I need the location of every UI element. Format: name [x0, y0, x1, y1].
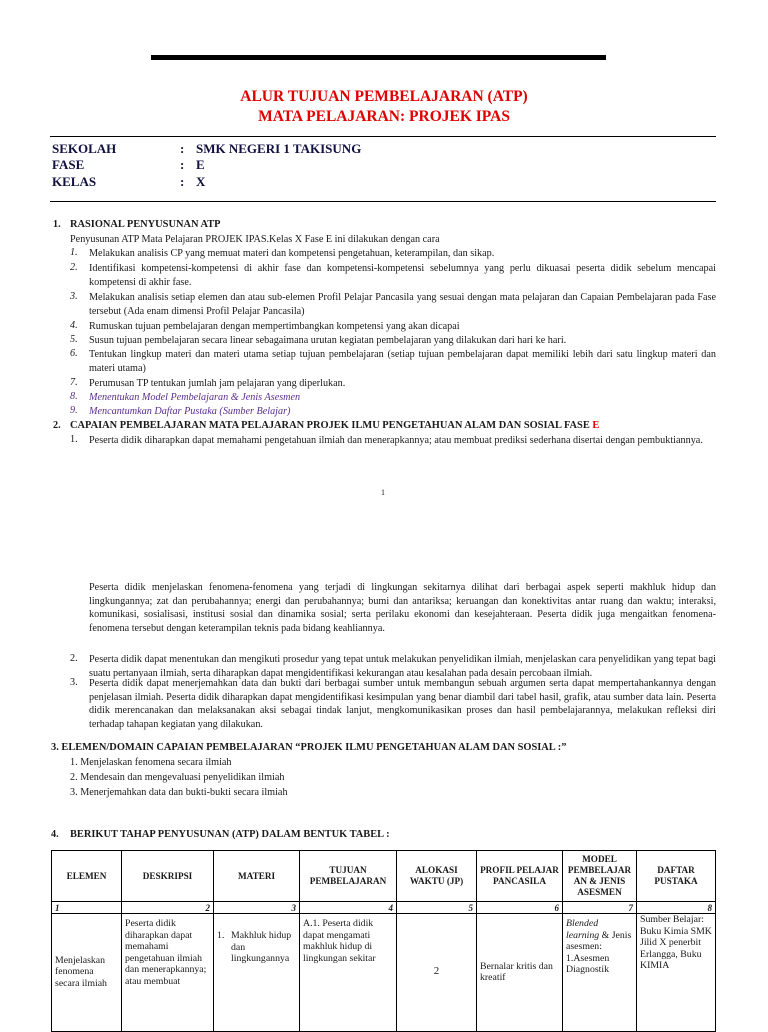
doc-title: ALUR TUJUAN PEMBELAJARAN (ATP)	[240, 88, 528, 105]
list-item: Melakukan analisis CP yang memuat materi dan kompetensi pengetahuan, keterampilan, dan sikap.	[89, 248, 495, 259]
model-rest: & Jenis asesmen: 1.Asesmen Diagnostik	[566, 929, 632, 975]
list-item-number: 1.	[70, 434, 78, 445]
materi-text: Makhluk hidup dan lingkungannya	[231, 930, 292, 964]
list-item: Susun tujuan pembelajaran secara linear sebagaimana urutan kegiatan pembelajaran yang dilakukan dari hari ke hari.	[89, 335, 567, 346]
list-item: Rumuskan tujuan pembelajaran dengan mempertimbangkan kompetensi yang akan dicapai	[89, 321, 460, 332]
col-header-model: MODEL PEMBELAJAR AN & JENIS ASESMEN	[563, 851, 637, 902]
index-cell: 4	[300, 902, 397, 914]
col-header-profil: PROFIL PELAJAR PANCASILA	[477, 851, 563, 902]
list-item-number: 5.	[70, 334, 78, 345]
atp-table	[51, 850, 716, 1032]
index-cell: 6	[477, 902, 563, 914]
cell-tujuan: A.1. Peserta didik dapat mengamati makhluk hidup di lingkungan sekitar	[300, 914, 397, 1032]
list-item: Identifikasi kompetensi-kompetensi di akhir fase dan kompetensi-kompetensi sebelumnya yang perlu dikuasai peserta didik sebelum mencapai kompetensi di akhir fase.	[89, 263, 716, 288]
index-cell: 3	[214, 902, 300, 914]
doc-subtitle: MATA PELAJARAN: PROJEK IPAS	[258, 108, 510, 125]
cell-model	[563, 914, 637, 1032]
cell-pustaka: Sumber Belajar: Buku Kimia SMK Jilid X penerbit Erlangga, Buku KIMIA	[637, 914, 716, 1032]
cp-paragraph: Peserta didik menjelaskan fenomena-fenomena yang terjadi di lingkungan sekitarnya dilihat dari berbagai aspek seperti makhluk hidup dan lingkungannya; zat dan perubahannya; energi dan perubahannya; bumi dan antariksa; keruangan dan konektivitas antar ruang dan waktu; interaksi, komunikasi, sosialisasi, institusi sosial dan dinamika sosial; serta perilaku ekonomi dan kesejahteraan. Peserta didik juga mengaitkan fenomena-fenomena tersebut dengan keterampilan teknis pada bidang keahliannya.	[89, 582, 716, 634]
section1-intro: Penyusunan ATP Mata Pelajaran PROJEK IPAS.Kelas X Fase E ini dilakukan dengan cara	[70, 234, 440, 245]
list-item: Tentukan lingkup materi dan materi utama setiap tujuan pembelajaran (setiap tujuan pembelajaran dapat memiliki lebih dari satu lingkup materi dan materi utama)	[89, 349, 716, 374]
materi-number: 1.	[217, 930, 225, 941]
list-item: Melakukan analisis setiap elemen dan atau sub-elemen Profil Pelajar Pancasila yang sesuai dengan mata pelajaran dan Capaian Pembelajaran pada Fase tersebut (Ada enam dimensi Profil Pelajar Pancasila)	[89, 292, 716, 317]
list-item: Menentukan Model Pembelajaran & Jenis Asesmen	[89, 392, 301, 403]
section1-number: 1.	[53, 219, 61, 230]
cell-elemen: Menjelaskan fenomena secara ilmiah	[52, 914, 122, 1032]
list-item-number: 1.	[70, 247, 78, 258]
cell-materi	[214, 914, 300, 1032]
list-item: Mencantumkan Daftar Pustaka (Sumber Belajar)	[89, 406, 291, 417]
list-item-number: 8.	[70, 391, 78, 402]
top-rule	[151, 55, 606, 60]
cp-item-1: Peserta didik diharapkan dapat memahami pengetahuan ilmiah dan menerapkannya; atau membuat prediksi sederhana disertai dengan pembuktiannya.	[89, 435, 703, 446]
index-cell: 8	[637, 902, 716, 914]
col-header-elemen: ELEMEN	[52, 851, 122, 902]
index-cell: 5	[397, 902, 477, 914]
cell-alokasi: 2	[397, 914, 477, 1032]
cp-item-3: Peserta didik dapat menerjemahkan data dan bukti dari berbagai sumber untuk membangun sebuah argumen serta dapat mempertahankannya dengan penjelasan ilmiah. Peserta didik diharapkan dapat mengidentifikasi kesimpulan yang benar diambil dari tabel hasil, grafik, atau sumber data lain. Peserta didik merencanakan dan melaksanakan aksi sebagai tindak lanjut, mengkomunikasikan proses dan hasil pembelajarannya, melakukan refleksi diri terhadap tahapan kegiatan yang dilakukan.	[89, 678, 716, 730]
page-number: 1	[381, 488, 385, 497]
cp-item-2: Peserta didik dapat menentukan dan mengikuti prosedur yang tepat untuk melakukan penyelidikan ilmiah, menjelaskan cara penyelidikan yang tepat bagi suatu pertanyaan ilmiah, serta diharapkan dapat mengidentifikasi kekurangan atau kesalahan pada desain percobaan ilmiah.	[89, 654, 716, 679]
col-header-deskripsi: DESKRIPSI	[122, 851, 214, 902]
section2-heading-text: CAPAIAN PEMBELAJARAN MATA PELAJARAN PROJEK ILMU PENGETAHUAN ALAM DAN SOSIAL FASE	[70, 420, 590, 431]
elemen-item: 3. Menerjemahkan data dan bukti-bukti secara ilmiah	[70, 787, 288, 798]
table-header-row	[52, 851, 716, 902]
table-index-row	[52, 902, 716, 914]
cell-profil: Bernalar kritis dan kreatif	[477, 914, 563, 1032]
section2-heading	[70, 420, 716, 431]
divider-top	[50, 136, 716, 137]
list-item-number: 3.	[70, 677, 78, 688]
list-item-number: 2.	[70, 262, 78, 273]
model-italic: Blended learning	[566, 918, 600, 941]
table-row	[52, 914, 716, 1032]
meta-sekolah: SEKOLAH : SMK NEGERI 1 TAKISUNG	[52, 141, 362, 156]
cell-deskripsi: Peserta didik diharapkan dapat memahami pengetahuan ilmiah dan menerapkannya; atau membuat	[122, 914, 214, 1032]
list-item-number: 3.	[70, 291, 78, 302]
index-cell: 1	[52, 902, 122, 914]
col-header-materi: MATERI	[214, 851, 300, 902]
list-item-number: 4.	[70, 320, 78, 331]
elemen-item: 1. Menjelaskan fenomena secara ilmiah	[70, 757, 232, 768]
list-item-number: 6.	[70, 348, 78, 359]
divider-meta	[50, 201, 716, 202]
meta-fase: FASE : E	[52, 157, 205, 172]
section3-heading: 3. ELEMEN/DOMAIN CAPAIAN PEMBELAJARAN “PROJEK ILMU PENGETAHUAN ALAM DAN SOSIAL :”	[51, 742, 567, 753]
meta-kelas: KELAS : X	[52, 174, 206, 189]
section2-heading-suffix: E	[592, 420, 600, 431]
section4-number: 4.	[51, 829, 59, 840]
section2-number: 2.	[53, 420, 61, 431]
list-item-number: 9.	[70, 405, 78, 416]
list-item: Perumusan TP tentukan jumlah jam pelajaran yang diperlukan.	[89, 378, 346, 389]
list-item-number: 2.	[70, 653, 78, 664]
col-header-alokasi: ALOKASI WAKTU (JP)	[397, 851, 477, 902]
index-cell: 2	[122, 902, 214, 914]
index-cell: 7	[563, 902, 637, 914]
section1-heading: RASIONAL PENYUSUNAN ATP	[70, 219, 221, 230]
col-header-tujuan: TUJUAN PEMBELAJARAN	[300, 851, 397, 902]
elemen-item: 2. Mendesain dan mengevaluasi penyelidikan ilmiah	[70, 772, 285, 783]
section4-heading: BERIKUT TAHAP PENYUSUNAN (ATP) DALAM BENTUK TABEL :	[70, 829, 390, 840]
col-header-pustaka: DAFTAR PUSTAKA	[637, 851, 716, 902]
list-item-number: 7.	[70, 377, 78, 388]
